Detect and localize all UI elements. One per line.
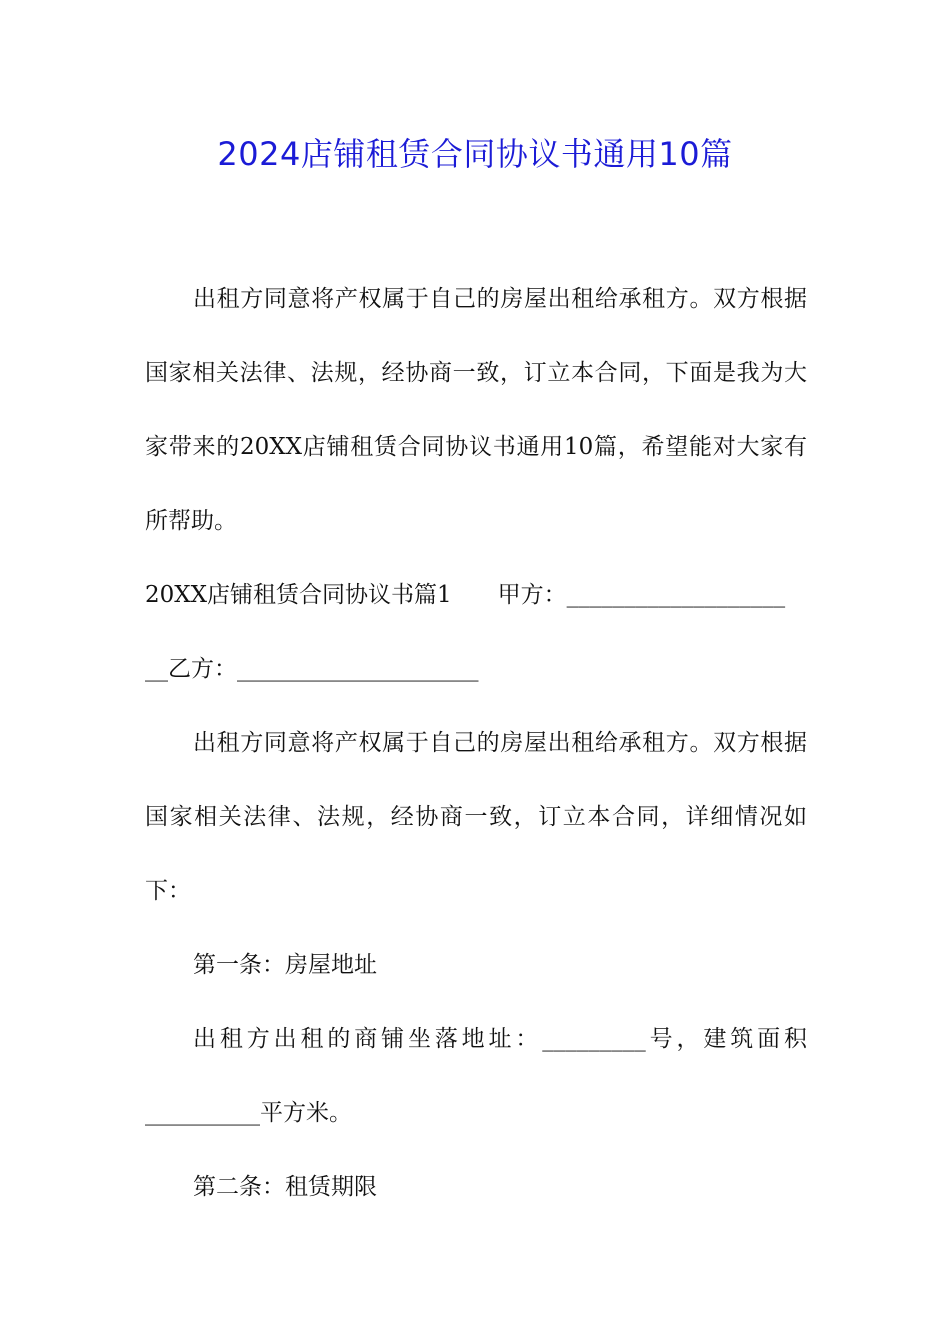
party-b-line: __乙方：_____________________ xyxy=(145,656,479,682)
party-a-line: 20XX店铺租赁合同协议书篇1 甲方：___________________ xyxy=(145,582,786,608)
document-body xyxy=(145,262,807,1224)
intro-paragraph: 出租方同意将产权属于自己的房屋出租给承租方。双方根据国家相关法律、法规，经协商一致，订立本合同，下面是我为大家带来的20XX店铺租赁合同协议书通用10篇，希望能对大家有所帮助。 xyxy=(145,286,807,534)
preamble-paragraph: 出租方同意将产权属于自己的房屋出租给承租方。双方根据国家相关法律、法规，经协商一致，订立本合同，详细情况如下： xyxy=(145,730,807,904)
document-title: 2024店铺租赁合同协议书通用10篇 xyxy=(217,135,733,173)
article-1-heading: 第一条：房屋地址 xyxy=(193,952,377,978)
address-paragraph: 出租方出租的商铺坐落地址：_________号，建筑面积__________平方米。 xyxy=(145,1026,807,1126)
article-2-heading: 第二条：租赁期限 xyxy=(193,1174,377,1200)
